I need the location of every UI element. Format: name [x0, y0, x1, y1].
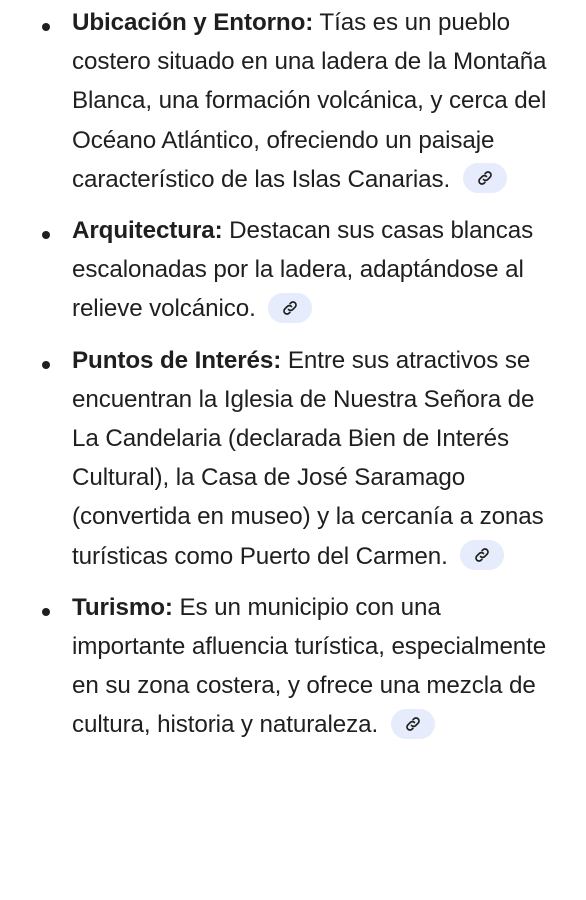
link-icon	[404, 715, 422, 733]
link-icon	[281, 299, 299, 317]
bullet-dot	[42, 23, 50, 31]
item-term: Turismo:	[72, 593, 173, 621]
item-description: Es un municipio con una importante afluencia turística, especialmente en su zona costera, y ofrece una mezcla de cultura, historia y naturaleza.	[72, 593, 547, 739]
list-item	[0, 588, 586, 745]
source-link-button[interactable]	[460, 540, 504, 570]
list-item	[0, 341, 586, 576]
link-icon	[473, 546, 491, 564]
source-link-button[interactable]	[463, 163, 507, 193]
list-item	[0, 211, 586, 329]
item-term: Puntos de Interés:	[72, 346, 282, 374]
source-link-button[interactable]	[391, 709, 435, 739]
item-term: Arquitectura:	[72, 217, 223, 245]
item-description: Tías es un pueblo costero situado en una ladera de la Montaña Blanca, una formación volcánica, y cerca del Océano Atlántico, ofreciendo un paisaje característico de las Islas Canarias.	[72, 9, 547, 193]
list-item	[0, 0, 586, 199]
item-description: Entre sus atractivos se encuentran la Iglesia de Nuestra Señora de La Candelaria (declarada Bien de Interés Cultural), la Casa de José Saramago (convertida en museo) y la cercanía a zonas turísticas como Puerto del Carmen.	[72, 346, 544, 570]
item-term: Ubicación y Entorno:	[72, 9, 314, 36]
link-icon	[476, 169, 494, 187]
source-link-button[interactable]	[268, 293, 312, 323]
bullet-dot	[42, 608, 50, 616]
item-description: Destacan sus casas blancas escalonadas por la ladera, adaptándose al relieve volcánico.	[72, 217, 534, 323]
bullet-dot	[42, 361, 50, 369]
bullet-dot	[42, 231, 50, 239]
